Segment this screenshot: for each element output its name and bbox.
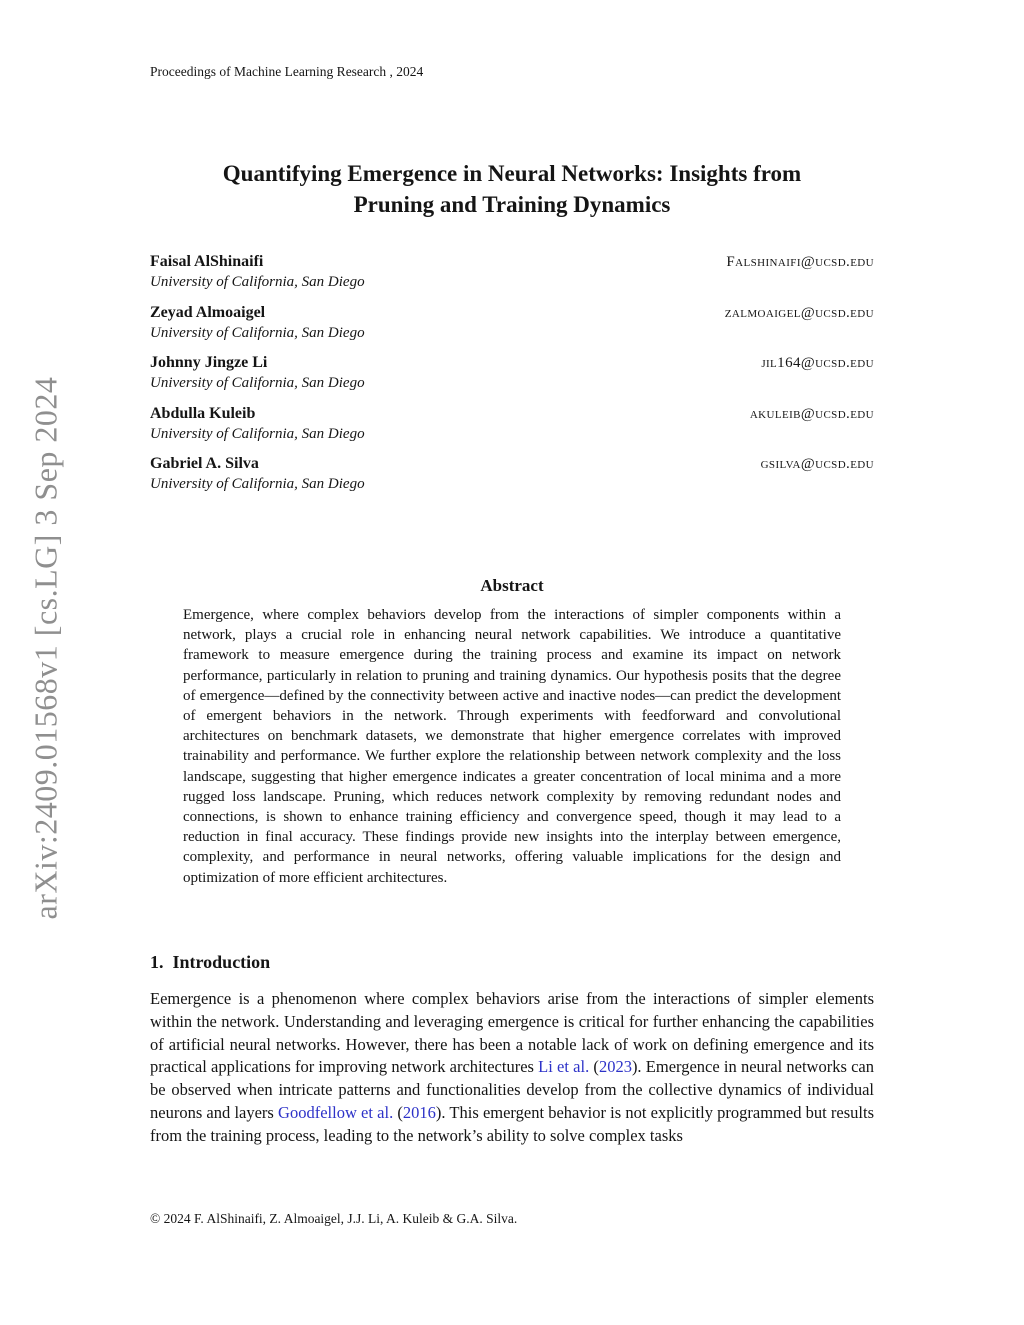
text-run: ( (393, 1102, 403, 1122)
author-name: Johnny Jingze Li (150, 354, 268, 371)
author-email-link[interactable]: akuleib@ucsd.edu (749, 405, 874, 422)
author-block (150, 251, 874, 504)
author-name: Faisal AlShinaifi (150, 253, 264, 270)
author-affiliation: University of California, San Diego (150, 274, 365, 290)
citation-link[interactable]: 2023 (598, 1057, 632, 1077)
introduction-paragraph (150, 988, 874, 1148)
author-entry (150, 251, 874, 293)
author-entry (150, 453, 874, 495)
abstract-text: Emergence, where complex behaviors develop from the interactions of simpler components within a network, plays a crucial role in enhancing neural network capabilities. We introduce a quantitative framework to measure emergence during the training process and examine its impact on network performance, particularly in relation to pruning and training dynamics. Our hypothesis posits that the degree of emergence—defined by the connectivity between active and inactive nodes—can predict the development of emergent behaviors in the network. Through experiments with feedforward and convolutional architectures on benchmark datasets, we demonstrate that higher emergence correlates with improved trainability and performance. We further explore the relationship between network complexity and the loss landscape, suggesting that higher emergence indicates a greater concentration of local minima and a more rugged loss landscape. Pruning, which reduces network complexity by removing redundant nodes and connections, is shown to enhance training efficiency and convergence speed, though it may lead to a reduction in final accuracy. These findings provide new insights into the interplay between emergence, complexity, and performance in neural networks, offering valuable implications for the design and optimization of more efficient architectures. (183, 607, 841, 886)
author-entry (150, 302, 874, 344)
author-affiliation: University of California, San Diego (150, 476, 365, 492)
text-run: ). Emergence in neural networks can be observed when intricate patterns and functionalities develop from the collective dynamics of individual neurons and layers (150, 1057, 874, 1122)
author-entry (150, 352, 874, 394)
author-name-email-row (150, 453, 874, 474)
text-run: Eemergence is a phenomenon where complex behaviors arise from the interactions of simpler elements within the network. Understanding and leveraging emergence is critical for further enhancing the capabilities of artificial neural networks. However, there has been a notable lack of work on defining emergence and its practical applications for improving network architectures (150, 989, 874, 1077)
author-name-email-row (150, 352, 874, 373)
author-name: Abdulla Kuleib (150, 404, 256, 422)
abstract-heading: Abstract (480, 576, 544, 595)
author-name-email-row (150, 302, 874, 323)
text-run: ). This emergent behavior is not explicitly programmed but results from the training process, leading to the network’s ability to solve complex tasks (150, 1102, 875, 1145)
citation-link[interactable]: 2016 (402, 1102, 436, 1122)
paper-title-line1: Quantifying Emergence in Neural Networks: Insights from (222, 161, 802, 186)
copyright-line: © 2024 F. AlShinaifi, Z. Almoaigel, J.J. Li, A. Kuleib & G.A. Silva. (150, 1211, 518, 1226)
section-heading-introduction: 1. Introduction (150, 952, 271, 972)
citation-link[interactable]: Goodfellow et al. (278, 1102, 394, 1122)
author-email-link[interactable]: jil164@ucsd.edu (761, 355, 874, 371)
author-affiliation: University of California, San Diego (150, 425, 365, 442)
paper-title-line2: Pruning and Training Dynamics (353, 192, 671, 217)
author-entry (150, 403, 874, 445)
author-email-link[interactable]: Falshinaifi@ucsd.edu (726, 254, 874, 270)
author-email-link[interactable]: zalmoaigel@ucsd.edu (724, 304, 874, 321)
author-name: Gabriel A. Silva (150, 455, 259, 472)
author-affiliation: University of California, San Diego (150, 324, 365, 341)
text-run: ( (589, 1057, 599, 1077)
author-email-link[interactable]: gsilva@ucsd.edu (760, 456, 874, 472)
author-name-email-row (150, 403, 874, 424)
citation-link[interactable]: Li et al. (538, 1057, 590, 1077)
paper-title (150, 158, 874, 220)
author-name: Zeyad Almoaigel (150, 303, 266, 321)
arxiv-watermark: arXiv:2409.01568v1 [cs.LG] 3 Sep 2024 (27, 376, 64, 920)
author-name-email-row (150, 251, 874, 272)
abstract-section (183, 576, 841, 888)
journal-header: Proceedings of Machine Learning Research , 2024 (150, 64, 424, 79)
author-affiliation: University of California, San Diego (150, 375, 365, 391)
